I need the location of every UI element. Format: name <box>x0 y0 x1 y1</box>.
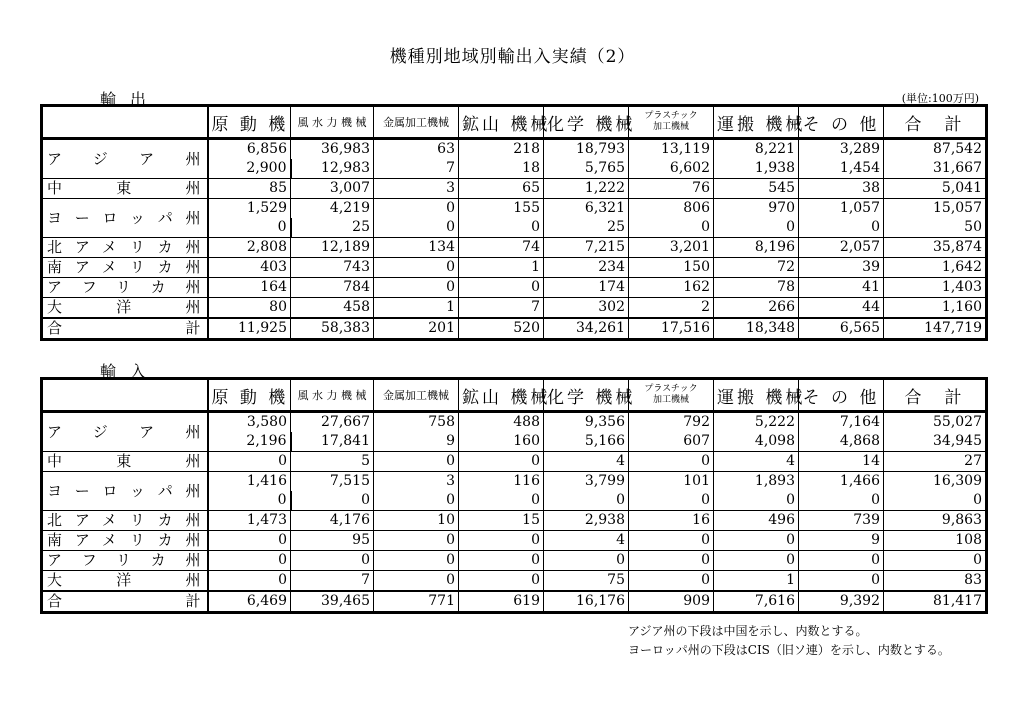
value-cell: 2,938 <box>544 511 629 531</box>
value-cell: 101 <box>629 472 714 492</box>
sub-value-cell: 9 <box>374 432 459 452</box>
table-row <box>42 278 987 298</box>
value-cell: 771 <box>374 591 459 613</box>
value-cell: 18,793 <box>544 139 629 160</box>
column-header <box>884 379 987 412</box>
value-cell: 806 <box>629 199 714 219</box>
value-cell: 0 <box>374 258 459 278</box>
value-cell: 0 <box>799 551 884 571</box>
value-cell: 41 <box>799 278 884 298</box>
value-cell: 6,565 <box>799 318 884 340</box>
value-cell: 0 <box>459 571 544 592</box>
column-header-label: そ の 他 <box>802 114 880 135</box>
region-label: 合計 <box>42 591 208 613</box>
value-cell: 4,219 <box>291 199 374 219</box>
region-label: 中東州 <box>42 452 208 472</box>
table-row <box>42 298 987 319</box>
value-cell: 743 <box>291 258 374 278</box>
value-cell: 5,041 <box>884 179 987 199</box>
value-cell: 134 <box>374 238 459 258</box>
value-cell: 0 <box>208 531 291 551</box>
value-cell: 520 <box>459 318 544 340</box>
value-cell: 87,542 <box>884 139 987 160</box>
value-cell: 81,417 <box>884 591 987 613</box>
value-cell: 0 <box>291 551 374 571</box>
column-header-label: 合 計 <box>904 387 965 408</box>
value-cell: 85 <box>208 179 291 199</box>
table-row <box>42 511 987 531</box>
value-cell: 7,215 <box>544 238 629 258</box>
table-row <box>42 139 987 160</box>
value-cell: 39,465 <box>291 591 374 613</box>
value-cell: 0 <box>374 551 459 571</box>
value-cell: 758 <box>374 412 459 433</box>
value-cell: 7,164 <box>799 412 884 433</box>
sub-value-cell: 5,166 <box>544 432 629 452</box>
value-cell: 2,808 <box>208 238 291 258</box>
value-cell: 0 <box>629 551 714 571</box>
value-cell: 792 <box>629 412 714 433</box>
value-cell: 5,222 <box>714 412 799 433</box>
sub-value-cell: 0 <box>459 218 544 238</box>
column-header-label: 鉱山 機械 <box>462 387 551 408</box>
sub-value-cell: 0 <box>208 491 291 511</box>
table-row <box>42 551 987 571</box>
value-cell: 458 <box>291 298 374 319</box>
sub-value-cell: 0 <box>459 491 544 511</box>
value-cell: 80 <box>208 298 291 319</box>
value-cell: 7 <box>291 571 374 592</box>
sub-value-cell: 6,602 <box>629 159 714 179</box>
table-row <box>42 318 987 340</box>
column-header <box>374 379 459 412</box>
value-cell: 12,189 <box>291 238 374 258</box>
value-cell: 1,893 <box>714 472 799 492</box>
value-cell: 9,863 <box>884 511 987 531</box>
value-cell: 18,348 <box>714 318 799 340</box>
value-cell: 1 <box>714 571 799 592</box>
sub-value-cell: 34,945 <box>884 432 987 452</box>
import-section-label: 輸入 <box>100 362 161 381</box>
value-cell: 302 <box>544 298 629 319</box>
value-cell: 1,473 <box>208 511 291 531</box>
value-cell: 0 <box>714 551 799 571</box>
value-cell: 34,261 <box>544 318 629 340</box>
region-label: アフリカ州 <box>42 278 208 298</box>
value-cell: 0 <box>629 531 714 551</box>
value-cell: 3,799 <box>544 472 629 492</box>
value-cell: 7 <box>459 298 544 319</box>
value-cell: 909 <box>629 591 714 613</box>
header-corner <box>42 106 208 139</box>
region-label: アフリカ州 <box>42 551 208 571</box>
column-header-label: プラスチック <box>644 111 698 121</box>
table-row <box>42 199 987 219</box>
sub-value-cell: 25 <box>544 218 629 238</box>
sub-value-cell: 4,098 <box>714 432 799 452</box>
value-cell: 488 <box>459 412 544 433</box>
sub-value-cell: 0 <box>799 218 884 238</box>
value-cell: 545 <box>714 179 799 199</box>
value-cell: 16,176 <box>544 591 629 613</box>
table-row <box>42 412 987 433</box>
value-cell: 14 <box>799 452 884 472</box>
sub-value-cell: 0 <box>799 491 884 511</box>
column-header-label: 風 水 力 機 械 <box>297 389 367 402</box>
region-label: 合計 <box>42 318 208 340</box>
page-title: 機種別地域別輸出入実績（2） <box>389 47 636 67</box>
value-cell: 218 <box>459 139 544 160</box>
value-cell: 8,221 <box>714 139 799 160</box>
value-cell: 0 <box>544 551 629 571</box>
value-cell: 108 <box>884 531 987 551</box>
column-header-label: 合 計 <box>904 114 965 135</box>
column-header <box>544 106 636 139</box>
sub-value-cell: 0 <box>629 218 714 238</box>
value-cell: 1,403 <box>884 278 987 298</box>
header-corner <box>42 379 208 412</box>
value-cell: 174 <box>544 278 629 298</box>
value-cell: 234 <box>544 258 629 278</box>
value-cell: 38 <box>799 179 884 199</box>
value-cell: 65 <box>459 179 544 199</box>
value-cell: 8,196 <box>714 238 799 258</box>
value-cell: 0 <box>884 551 987 571</box>
sub-value-cell: 25 <box>291 218 374 238</box>
value-cell: 1 <box>374 298 459 319</box>
column-header-label: 金属加工機械 <box>383 389 449 402</box>
column-header-label: 鉱山 機械 <box>462 114 551 135</box>
value-cell: 4 <box>544 531 629 551</box>
value-cell: 0 <box>629 452 714 472</box>
value-cell: 162 <box>629 278 714 298</box>
sub-value-cell: 1,454 <box>799 159 884 179</box>
value-cell: 17,516 <box>629 318 714 340</box>
value-cell: 2 <box>629 298 714 319</box>
value-cell: 13,119 <box>629 139 714 160</box>
value-cell: 1,529 <box>208 199 291 219</box>
column-header <box>459 106 551 139</box>
sub-value-cell: 0 <box>544 491 629 511</box>
table-row <box>42 452 987 472</box>
table-row <box>42 238 987 258</box>
value-cell: 6,321 <box>544 199 629 219</box>
export-section-label: 輸出 <box>100 90 161 109</box>
value-cell: 155 <box>459 199 544 219</box>
column-header <box>374 106 459 139</box>
region-label: 南アメリカ州 <box>42 531 208 551</box>
sub-value-cell: 0 <box>374 491 459 511</box>
value-cell: 4,176 <box>291 511 374 531</box>
value-cell: 3,580 <box>208 412 291 433</box>
sub-value-cell: 17,841 <box>291 432 374 452</box>
value-cell: 0 <box>629 571 714 592</box>
export-table <box>40 104 988 341</box>
region-label: アジア州 <box>42 139 208 179</box>
value-cell: 55,027 <box>884 412 987 433</box>
region-label: 北アメリカ州 <box>42 511 208 531</box>
value-cell: 39 <box>799 258 884 278</box>
value-cell: 0 <box>208 452 291 472</box>
value-cell: 35,874 <box>884 238 987 258</box>
column-header <box>459 379 551 412</box>
sub-value-cell: 50 <box>884 218 987 238</box>
unit-label: (単位:100万円) <box>901 92 979 105</box>
table-row <box>42 258 987 278</box>
sub-value-cell: 0 <box>629 491 714 511</box>
value-cell: 36,983 <box>291 139 374 160</box>
column-header-label: 化学 機械 <box>547 114 636 135</box>
value-cell: 1 <box>459 258 544 278</box>
value-cell: 72 <box>714 258 799 278</box>
value-cell: 16,309 <box>884 472 987 492</box>
value-cell: 266 <box>714 298 799 319</box>
table-row <box>42 531 987 551</box>
value-cell: 78 <box>714 278 799 298</box>
value-cell: 11,925 <box>208 318 291 340</box>
value-cell: 9,356 <box>544 412 629 433</box>
value-cell: 784 <box>291 278 374 298</box>
import-table <box>40 377 988 614</box>
column-header-label: プラスチック <box>644 384 698 394</box>
column-header-label: そ の 他 <box>802 387 880 408</box>
sub-value-cell: 0 <box>374 218 459 238</box>
sub-value-cell: 0 <box>714 491 799 511</box>
column-header-label: 加工機械 <box>652 395 689 405</box>
value-cell: 150 <box>629 258 714 278</box>
table-row <box>42 472 987 492</box>
value-cell: 0 <box>374 199 459 219</box>
value-cell: 970 <box>714 199 799 219</box>
region-label: 中東州 <box>42 179 208 199</box>
value-cell: 403 <box>208 258 291 278</box>
sub-value-cell: 0 <box>291 491 374 511</box>
value-cell: 16 <box>629 511 714 531</box>
sub-value-cell: 2,900 <box>208 159 291 179</box>
sub-value-cell: 0 <box>884 491 987 511</box>
region-label: アジア州 <box>42 412 208 452</box>
region-label: 大洋州 <box>42 298 208 319</box>
value-cell: 0 <box>714 531 799 551</box>
value-cell: 63 <box>374 139 459 160</box>
value-cell: 496 <box>714 511 799 531</box>
value-cell: 58,383 <box>291 318 374 340</box>
column-header <box>544 379 636 412</box>
region-label: ヨーロッパ州 <box>42 472 208 511</box>
value-cell: 3,201 <box>629 238 714 258</box>
value-cell: 6,469 <box>208 591 291 613</box>
footnotes <box>628 622 950 660</box>
value-cell: 3 <box>374 179 459 199</box>
column-header <box>629 106 714 139</box>
sub-value-cell: 1,938 <box>714 159 799 179</box>
value-cell: 15,057 <box>884 199 987 219</box>
sub-value-cell: 7 <box>374 159 459 179</box>
value-cell: 739 <box>799 511 884 531</box>
region-label: 大洋州 <box>42 571 208 592</box>
sub-value-cell: 12,983 <box>291 159 374 179</box>
column-header-label: 金属加工機械 <box>383 116 449 129</box>
value-cell: 15 <box>459 511 544 531</box>
value-cell: 4 <box>544 452 629 472</box>
footnote-asia: アジア州の下段は中国を示し、内数とする。 <box>628 624 868 638</box>
column-header-label: 運搬 機械 <box>717 387 806 408</box>
value-cell: 116 <box>459 472 544 492</box>
sub-value-cell: 0 <box>714 218 799 238</box>
table-row <box>42 179 987 199</box>
column-header <box>291 106 374 139</box>
value-cell: 1,057 <box>799 199 884 219</box>
value-cell: 201 <box>374 318 459 340</box>
column-header <box>714 106 806 139</box>
column-header <box>208 379 291 412</box>
sub-value-cell: 607 <box>629 432 714 452</box>
value-cell: 1,466 <box>799 472 884 492</box>
sub-value-cell: 4,868 <box>799 432 884 452</box>
column-header-label: 運搬 機械 <box>717 114 806 135</box>
sub-value-cell: 31,667 <box>884 159 987 179</box>
value-cell: 74 <box>459 238 544 258</box>
value-cell: 619 <box>459 591 544 613</box>
sub-value-cell: 160 <box>459 432 544 452</box>
value-cell: 0 <box>459 452 544 472</box>
column-header <box>291 379 374 412</box>
column-header-label: 化学 機械 <box>547 387 636 408</box>
column-header-label: 風 水 力 機 械 <box>297 116 367 129</box>
value-cell: 0 <box>208 551 291 571</box>
value-cell: 1,160 <box>884 298 987 319</box>
value-cell: 6,856 <box>208 139 291 160</box>
value-cell: 2,057 <box>799 238 884 258</box>
value-cell: 0 <box>459 531 544 551</box>
value-cell: 3 <box>374 472 459 492</box>
column-header <box>629 379 714 412</box>
column-header <box>884 106 987 139</box>
value-cell: 5 <box>291 452 374 472</box>
value-cell: 27 <box>884 452 987 472</box>
value-cell: 9,392 <box>799 591 884 613</box>
value-cell: 1,642 <box>884 258 987 278</box>
sub-value-cell: 2,196 <box>208 432 291 452</box>
column-header <box>799 106 884 139</box>
value-cell: 75 <box>544 571 629 592</box>
column-header <box>208 106 291 139</box>
value-cell: 44 <box>799 298 884 319</box>
value-cell: 0 <box>799 571 884 592</box>
value-cell: 0 <box>459 278 544 298</box>
region-label: 南アメリカ州 <box>42 258 208 278</box>
value-cell: 27,667 <box>291 412 374 433</box>
column-header <box>714 379 806 412</box>
sub-value-cell: 0 <box>208 218 291 238</box>
value-cell: 0 <box>374 278 459 298</box>
value-cell: 3,289 <box>799 139 884 160</box>
value-cell: 0 <box>208 571 291 592</box>
table-row <box>42 591 987 613</box>
value-cell: 147,719 <box>884 318 987 340</box>
value-cell: 1,222 <box>544 179 629 199</box>
region-label: ヨーロッパ州 <box>42 199 208 238</box>
region-label: 北アメリカ州 <box>42 238 208 258</box>
value-cell: 0 <box>374 531 459 551</box>
column-header <box>799 379 884 412</box>
footnote-europe: ヨーロッパ州の下段はCIS（旧ソ連）を示し、内数とする。 <box>628 643 950 657</box>
value-cell: 0 <box>374 452 459 472</box>
value-cell: 7,515 <box>291 472 374 492</box>
value-cell: 83 <box>884 571 987 592</box>
value-cell: 3,007 <box>291 179 374 199</box>
table-row <box>42 571 987 592</box>
value-cell: 164 <box>208 278 291 298</box>
value-cell: 10 <box>374 511 459 531</box>
column-header-label: 原 動 機 <box>211 114 289 135</box>
value-cell: 0 <box>374 571 459 592</box>
column-header-label: 原 動 機 <box>211 387 289 408</box>
value-cell: 1,416 <box>208 472 291 492</box>
value-cell: 76 <box>629 179 714 199</box>
sub-value-cell: 18 <box>459 159 544 179</box>
value-cell: 7,616 <box>714 591 799 613</box>
value-cell: 0 <box>459 551 544 571</box>
value-cell: 4 <box>714 452 799 472</box>
column-header-label: 加工機械 <box>652 122 689 132</box>
value-cell: 95 <box>291 531 374 551</box>
value-cell: 9 <box>799 531 884 551</box>
sub-value-cell: 5,765 <box>544 159 629 179</box>
